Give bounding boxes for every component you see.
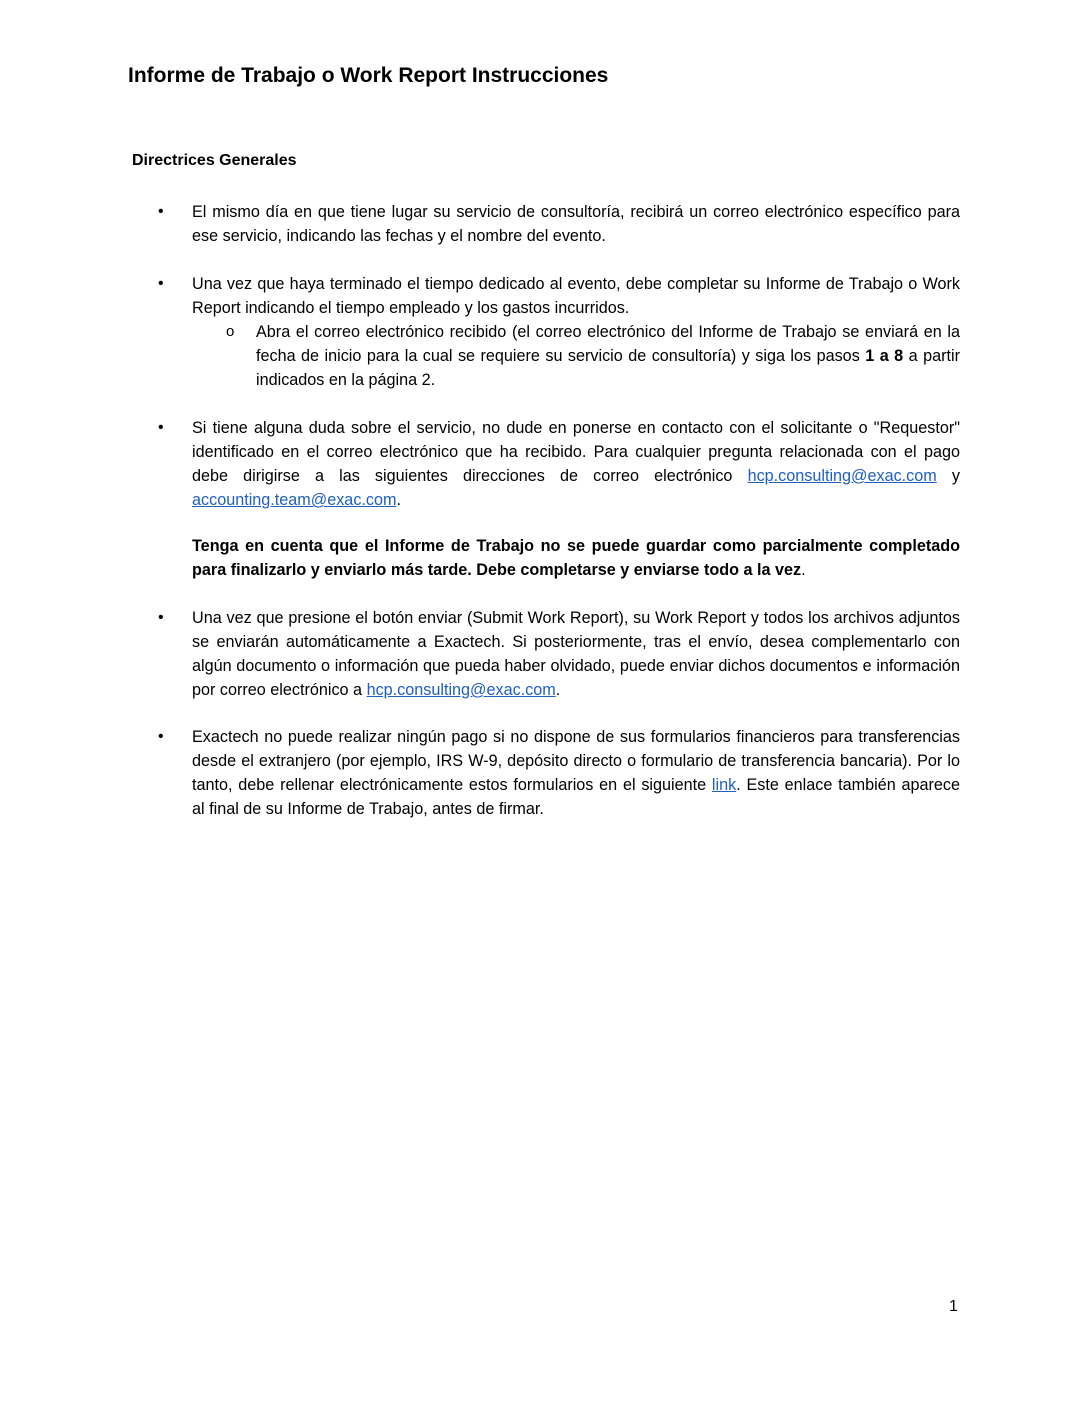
bullet-marker: • bbox=[158, 419, 164, 436]
accounting-team-email-link[interactable]: accounting.team@exac.com bbox=[192, 491, 397, 509]
item-3-note bbox=[192, 534, 960, 582]
item-4-text bbox=[192, 606, 960, 702]
document-title: Informe de Trabajo o Work Report Instrucciones bbox=[128, 64, 609, 87]
section-heading: Directrices Generales bbox=[132, 152, 297, 169]
item-4-text-a: Una vez que presione el botón enviar (Submit Work Report), su Work Report y todos los archivos adjuntos se enviarán automáticamente a Exactech. Si posteriormente, tras el envío, desea complementarlo con algún documento o información que pueda haber olvidado, puede enviar dichos documentos e información por correo electrónico a bbox=[192, 609, 960, 699]
bullet-marker: • bbox=[158, 275, 164, 292]
item-2-sub-text-a: Abra el correo electrónico recibido (el correo electrónico del Informe de Trabajo se enviará en la fecha de inicio para la cual se requiere su servicio de consultoría) y siga los pasos bbox=[256, 323, 960, 365]
page-number: 1 bbox=[949, 1298, 958, 1315]
item-3-text-a: Si tiene alguna duda sobre el servicio, no dude en ponerse en contacto con el solicitante o "Requestor" identificado en el correo electrónico que ha recibido. Para cualquier pregunta relacionada con el pago debe dirigirse a las siguientes direcciones de correo electrónico bbox=[192, 419, 960, 485]
hcp-consulting-email-link[interactable]: hcp.consulting@exac.com bbox=[366, 681, 556, 699]
item-5-text-b: . Este enlace también aparece al final de su Informe de Trabajo, antes de firmar. bbox=[192, 776, 960, 818]
item-3-text bbox=[192, 416, 960, 512]
item-4-text-b: . bbox=[555, 681, 561, 699]
item-2-sub-text bbox=[256, 320, 960, 392]
sub-bullet-marker: o bbox=[226, 323, 235, 340]
item-2-sub-text-b: a partir indicados en la página 2. bbox=[256, 347, 960, 389]
bullet-marker: • bbox=[158, 609, 164, 626]
item-2-text: Una vez que haya terminado el tiempo dedicado al evento, debe completar su Informe de Trabajo o Work Report indicando el tiempo empleado y los gastos incurridos. bbox=[192, 275, 960, 317]
item-5-text-a: Exactech no puede realizar ningún pago si no dispone de sus formularios financieros para transferencias desde el extranjero (por ejemplo, IRS W-9, depósito directo o formulario de transferencia bancaria). Por lo tanto, debe rellenar electrónicamente estos formularios en el siguiente bbox=[192, 728, 960, 794]
item-3-note-bold: Tenga en cuenta que el Informe de Trabajo no se puede guardar como parcialmente completado para finalizarlo y enviarlo más tarde. Debe completarse y enviarse todo a la vez bbox=[192, 537, 960, 579]
item-1-text: El mismo día en que tiene lugar su servicio de consultoría, recibirá un correo electrónico específico para ese servicio, indicando las fechas y el nombre del evento. bbox=[192, 203, 960, 245]
item-3-text-c: . bbox=[396, 491, 401, 509]
item-3-note-end: . bbox=[801, 561, 806, 579]
item-2-sub-bold: 1 a 8 bbox=[865, 347, 904, 365]
hcp-consulting-email-link[interactable]: hcp.consulting@exac.com bbox=[747, 467, 937, 485]
item-5-text bbox=[192, 725, 960, 821]
financial-forms-link[interactable]: link bbox=[711, 776, 737, 794]
item-3-text-b: y bbox=[936, 467, 960, 485]
bullet-marker: • bbox=[158, 203, 164, 220]
bullet-marker: • bbox=[158, 728, 164, 745]
